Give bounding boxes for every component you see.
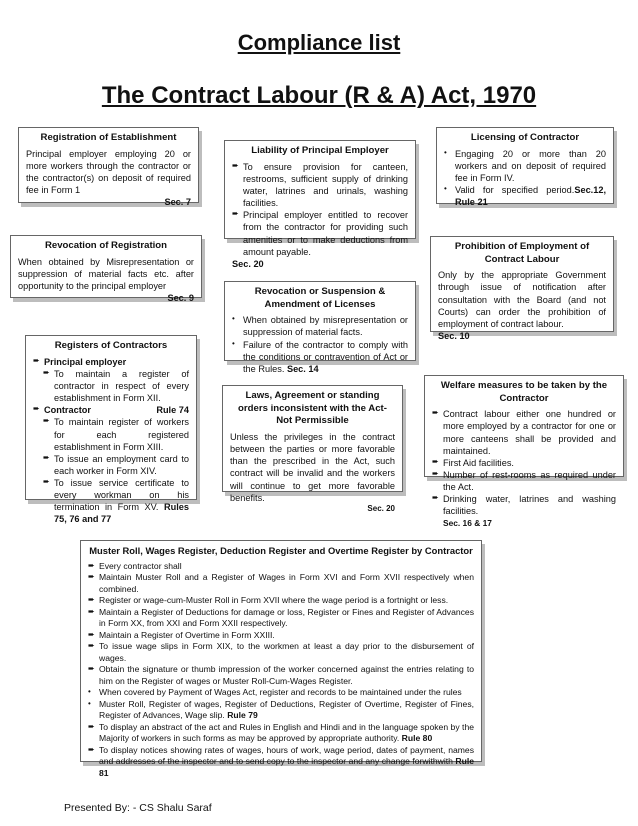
- arrow-bullet-icon: ➨: [43, 477, 50, 487]
- list-item: ➨ Contractor Rule 74: [33, 404, 189, 416]
- section-reference: Sec. 20: [367, 503, 395, 513]
- registers-of-contractors-card: [25, 335, 197, 525]
- prohibition-of-employment-card: [430, 236, 614, 342]
- list-item: • Valid for specified period.Sec.12, Rule 21: [444, 184, 606, 208]
- card-text: Unless the privileges in the contract between the parties or more favorable than the prescribed in the Act, such contract will be invalid and the workers will continue to get more favorable benefits.: [230, 431, 395, 503]
- arrow-bullet-icon: ➨: [88, 641, 95, 651]
- card-heading: Registers of Contractors: [54, 340, 168, 351]
- card-text: When obtained by Misrepresentation or suppression of material facts etc. after opportunity to the principal employer: [18, 256, 194, 291]
- list-item: ➨ Maintain Muster Roll and a Register of Wages in Form XVI and Form XVII respectively when combined.: [88, 572, 474, 594]
- section-reference: Sec. 20: [232, 258, 264, 269]
- dot-bullet-icon: •: [88, 687, 91, 697]
- rule-reference: Rule 81: [99, 756, 475, 778]
- registration-of-establishment-card: [18, 127, 199, 208]
- card-heading: Laws, Agreement or standing orders inconsistent with the Act- Not Permissible: [238, 390, 387, 427]
- revocation-of-registration-card: [10, 235, 202, 304]
- presenter-footer: Presented By: - CS Shalu Saraf: [64, 802, 212, 814]
- list-item: ➨ First Aid facilities.: [432, 456, 514, 468]
- dot-bullet-icon: •: [444, 147, 447, 157]
- welfare-measures-card: [424, 375, 624, 528]
- list-item: ➨ Number of rest-rooms as required under the Act.: [432, 469, 616, 493]
- arrow-bullet-icon: ➨: [432, 493, 439, 503]
- list-item: ➨ To issue wage slips in Form XIX, to the workmen at least a day prior to the disbursement of wages.: [88, 641, 474, 663]
- arrow-bullet-icon: ➨: [88, 629, 95, 639]
- card-text: Principal employer employing 20 or more workers through the contractor or the contractor(s) on deposit of required fee in Form 1: [26, 148, 191, 196]
- list-item: • When obtained by misrepresentation or suppression of material facts.: [232, 314, 408, 338]
- card-text: Only by the appropriate Government through issue of notification after consultation with the Board (and not Courts) can order the prohibition of employment of contract labour.: [438, 270, 606, 329]
- arrow-bullet-icon: ➨: [33, 355, 40, 365]
- page-subtitle: The Contract Labour (R & A) Act, 1970: [101, 82, 537, 109]
- arrow-bullet-icon: ➨: [43, 416, 50, 426]
- arrow-bullet-icon: ➨: [88, 595, 95, 605]
- muster-roll-registers-card: [80, 540, 482, 778]
- card-heading: Liability of Principal Employer: [251, 145, 389, 156]
- list-item: ➨ Principal employer entitled to recover from the contractor for providing such amenities or to make deductions from amount payable.: [232, 209, 408, 257]
- revocation-suspension-licenses-card: [224, 281, 416, 374]
- arrow-bullet-icon: ➨: [88, 744, 95, 754]
- list-item: ➨ Contract labour either one hundred or more employed by a contractor for one or more canteens shall be provided and maintained.: [432, 408, 616, 456]
- arrow-bullet-icon: ➨: [88, 560, 95, 570]
- arrow-bullet-icon: ➨: [232, 160, 239, 170]
- dot-bullet-icon: •: [88, 698, 91, 708]
- arrow-bullet-icon: ➨: [432, 408, 439, 418]
- licensing-of-contractor-card: [436, 127, 614, 208]
- card-heading: Registration of Establishment: [40, 132, 177, 143]
- rule-reference: Rules 75, 76 and 77: [54, 502, 189, 525]
- list-item: • When covered by Payment of Wages Act, register and records to be maintained under the rules: [88, 687, 462, 698]
- section-reference: Sec. 14: [286, 363, 319, 374]
- list-item: ➨ Maintain a Register of Overtime in Form XXIII.: [88, 629, 275, 640]
- card-heading: Prohibition of Employment of Contract Labour: [454, 241, 590, 265]
- section-reference: Sec.12, Rule 21: [455, 185, 606, 208]
- card-heading: Licensing of Contractor: [470, 132, 580, 143]
- section-reference: Sec. 7: [164, 197, 191, 208]
- dot-bullet-icon: •: [232, 314, 235, 324]
- list-item: ➨ To maintain register of workers for each registered establishment in Form XIII.: [43, 416, 189, 452]
- muster-roll-list: [88, 561, 474, 780]
- arrow-bullet-icon: ➨: [88, 606, 95, 616]
- arrow-bullet-icon: ➨: [88, 721, 95, 731]
- list-item: ➨ To display an abstract of the act and Rules in English and Hindi and in the language spoken by the Majority of workers in such forms as may be approved by appropriate authority. Rule 80: [88, 721, 474, 744]
- section-reference: Sec. 9: [167, 293, 194, 304]
- arrow-bullet-icon: ➨: [432, 456, 439, 466]
- laws-agreement-inconsistent-card: [222, 385, 403, 513]
- card-heading: Muster Roll, Wages Register, Deduction Register and Overtime Register by Contractor: [89, 545, 473, 556]
- list-item: ➨ To ensure provision for canteen, restrooms, sufficient supply of drinking water, latrines and urinals, washing facilities.: [232, 160, 408, 209]
- list-item: ➨ Every contractor shall: [88, 560, 182, 571]
- list-item: ➨ Drinking water, latrines and washing facilities.: [432, 493, 616, 517]
- arrow-bullet-icon: ➨: [33, 404, 40, 414]
- arrow-bullet-icon: ➨: [432, 469, 439, 479]
- dot-bullet-icon: •: [444, 184, 447, 194]
- list-item: ➨ To issue service certificate to every workman on his termination in Form XV. Rules 75, 76 and 77: [43, 477, 189, 525]
- card-heading: Revocation or Suspension & Amendment of Licenses: [254, 286, 386, 310]
- arrow-bullet-icon: ➨: [232, 209, 239, 219]
- rule-reference: Rule 80: [401, 733, 433, 744]
- list-item: • Muster Roll, Register of wages, Register of Deductions, Register of Overtime, Register of Fines, Register of Advances, Wage slip. Rule 79: [88, 698, 474, 721]
- card-heading: Welfare measures to be taken by the Contractor: [440, 380, 608, 404]
- section-reference: Sec. 10: [438, 331, 470, 342]
- list-item: • Engaging 20 or more than 20 workers and on deposit of required fee in Form IV.: [444, 147, 606, 183]
- arrow-bullet-icon: ➨: [88, 664, 95, 674]
- liability-of-principal-employer-card: [224, 140, 416, 269]
- list-item: ➨ To maintain a register of contractor in respect of every establishment in Form XII.: [43, 367, 189, 404]
- rule-reference: Rule 74: [156, 405, 189, 416]
- list-item: ➨ Maintain a Register of Deductions for damage or loss, Register or Fines and Register of Advances in Form XX, from XXI and Form XXII respectively.: [88, 606, 474, 629]
- dot-bullet-icon: •: [232, 338, 235, 348]
- arrow-bullet-icon: ➨: [43, 367, 50, 377]
- list-item: ➨ Register or wage-cum-Muster Roll in Form XVII where the wage period is a fortnight or less.: [88, 595, 449, 606]
- rule-reference: Rule 79: [227, 710, 258, 721]
- page-title: Compliance list: [237, 30, 401, 55]
- list-item: ➨ To display notices showing rates of wages, hours of work, wage period, dates of payment, names and addresses of the inspector and to send copy to the inspector and any change forwithwith Rule 81: [88, 744, 475, 778]
- list-item: ➨ To issue an employment card to each worker in Form XIV.: [43, 452, 189, 476]
- card-heading: Revocation of Registration: [44, 240, 168, 251]
- list-item: ➨ Obtain the signature or thumb impression of the worker concerned against the entries relating to him on the Register of wages or Muster Roll-Cum-Wages Register.: [88, 664, 474, 686]
- list-item: • Failure of the contractor to comply with the conditions or contravention of Act or the Rules. Sec. 14: [232, 338, 408, 374]
- list-item: ➨ Principal employer: [33, 355, 127, 367]
- arrow-bullet-icon: ➨: [43, 452, 50, 462]
- arrow-bullet-icon: ➨: [88, 572, 95, 582]
- section-reference: Sec. 16 & 17: [443, 517, 492, 528]
